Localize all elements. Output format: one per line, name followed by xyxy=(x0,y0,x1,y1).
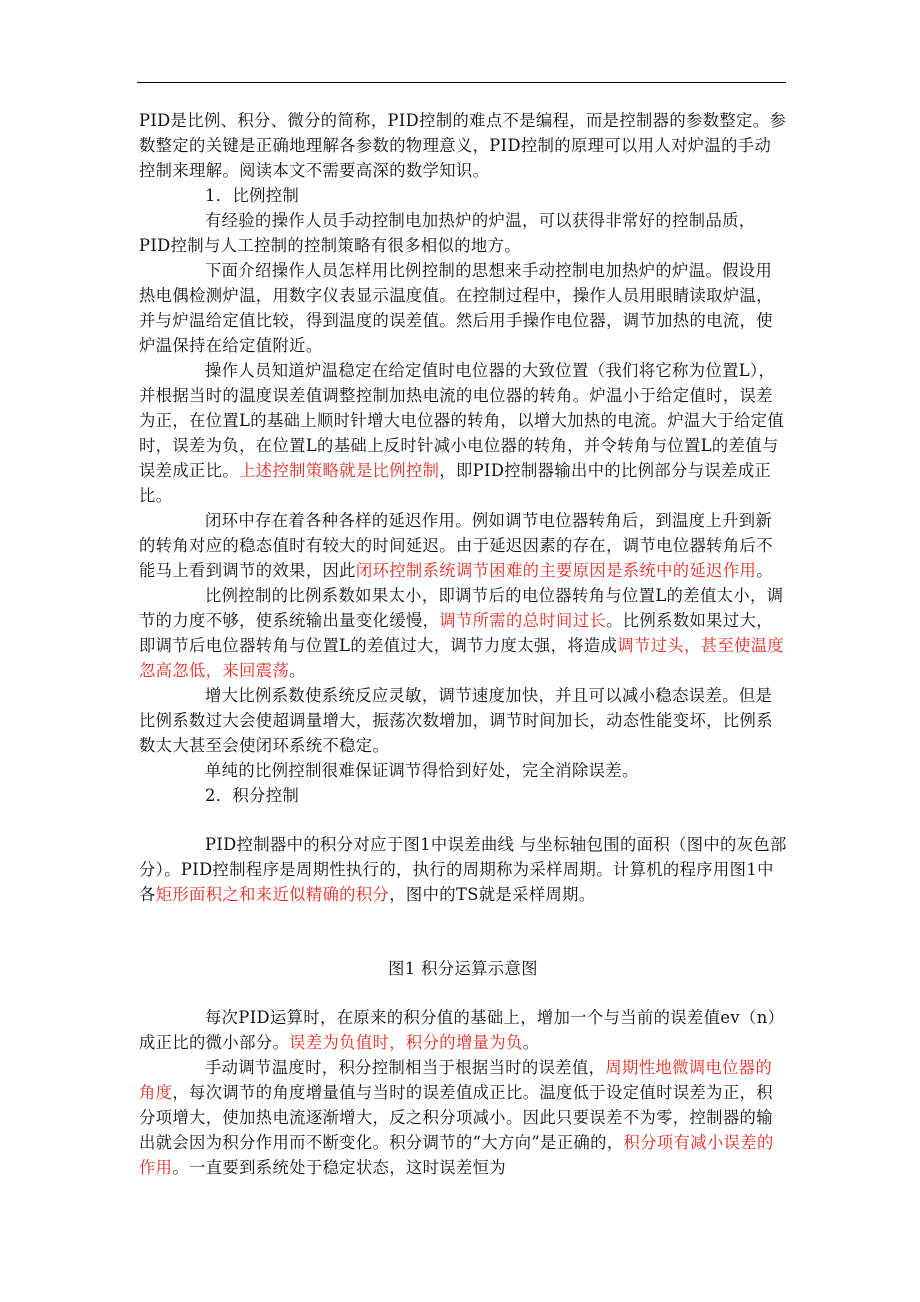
text-segment: ，即PID控制器输出中的比例部分与误差成正比。 xyxy=(139,461,772,505)
document-body xyxy=(139,108,787,1180)
text-segment: 图1 积分运算示意图 xyxy=(388,959,538,978)
paragraph xyxy=(139,258,787,358)
paragraph-spacer xyxy=(139,981,787,1005)
text-segment: 单纯的比例控制很难保证调节得恰到好处，完全消除误差。 xyxy=(205,761,639,780)
paragraph xyxy=(139,583,787,683)
highlighted-text: 调节所需的总时间过长 xyxy=(439,611,607,630)
highlighted-text: 上述控制策略就是比例控制 xyxy=(239,461,440,480)
highlighted-text: 周期性地微调电位器的角度 xyxy=(139,1058,773,1102)
text-segment: 闭环中存在着各种各样的延迟作用。例如调节电位器转角后，到温度上升到新的转角对应的稳态值时有较大的时间延迟。由于延迟因素的存在，调节电位器转角后不能马上看到调节的效果，因此 xyxy=(139,511,773,580)
text-segment: 。 xyxy=(756,561,773,580)
text-segment: 。一直要到系统处于稳定状态，这时误差恒为 xyxy=(172,1158,507,1177)
paragraph-spacer xyxy=(139,808,787,832)
paragraph xyxy=(139,108,787,183)
figure-caption xyxy=(139,956,787,981)
text-segment: 。 xyxy=(289,661,306,680)
text-segment: 2．积分控制 xyxy=(205,786,300,805)
text-segment: 1．比例控制 xyxy=(205,186,300,205)
paragraph xyxy=(139,1005,787,1055)
text-segment: 。 xyxy=(522,1033,540,1052)
paragraph xyxy=(139,208,787,258)
highlighted-text: 积分项有减小误差的作用 xyxy=(139,1133,774,1177)
text-segment: 每次PID运算时，在原来的积分值的基础上，增加一个与当前的误差值ev（n）成正比的微小部分。 xyxy=(139,1008,785,1052)
paragraph xyxy=(139,1055,787,1180)
text-segment: 下面介绍操作人员怎样用比例控制的思想来手动控制电加热炉的炉温。假设用热电偶检测炉温，用数字仪表显示温度值。在控制过程中，操作人员用眼睛读取炉温，并与炉温给定值比较，得到温度的误差值。然后用手操作电位器，调节加热的电流，使炉温保持在给定值附近。 xyxy=(139,261,773,355)
text-segment: PID控制器中的积分对应于图1中误差曲线 与坐标轴包围的面积（图中的灰色部分）。PID控制程序是周期性执行的，执行的周期称为采样周期。计算机的程序用图1中各 xyxy=(139,835,787,904)
text-segment: 操作人员知道炉温稳定在给定值时电位器的大致位置（我们将它称为位置L），并根据当时的温度误差值调整控制加热电流的电位器的转角。炉温小于给定值时，误差为正，在位置L的基础上顺时针增大电位器的转角，以增大加热的电流。炉温大于给定值时，误差为负，在位置L的基础上反时针减小电位器的转角，并令转角与位置L的差值与误差成正比。 xyxy=(139,361,785,480)
text-segment: 比例控制的比例系数如果太小，即调节后的电位器转角与位置L的差值太小，调节的力度不够，使系统输出量变化缓慢， xyxy=(139,586,784,630)
text-segment: ，图中的TS就是采样周期。 xyxy=(389,885,596,904)
text-segment: 。比例系数如果过大，即调节后电位器转角与位置L的差值过大，调节力度太强，将造成 xyxy=(139,611,773,655)
paragraph xyxy=(139,183,787,208)
text-segment: 手动调节温度时，积分控制相当于根据当时的误差值， xyxy=(205,1058,606,1077)
paragraph xyxy=(139,358,787,508)
text-segment: 有经验的操作人员手动控制电加热炉的炉温，可以获得非常好的控制品质，PID控制与人工控制的控制策略有很多相似的地方。 xyxy=(139,211,756,255)
text-segment: 增大比例系数使系统反应灵敏，调节速度加快，并且可以减小稳态误差。但是比例系数过大会使超调量增大，振荡次数增加，调节时间加长，动态性能变坏，比例系数太大甚至会使闭环系统不稳定。 xyxy=(139,686,773,755)
highlighted-text: 误差为负值时，积分的增量为负 xyxy=(289,1033,523,1052)
paragraph xyxy=(139,832,787,907)
highlighted-text: 调节过头，甚至使温度忽高忽低，来回震荡 xyxy=(139,636,785,680)
highlighted-text: 矩形面积之和来近似精确的积分 xyxy=(155,885,390,904)
paragraph xyxy=(139,683,787,758)
paragraph-spacer xyxy=(139,907,787,956)
paragraph xyxy=(139,758,787,783)
highlighted-text: 闭环控制系统调节困难的主要原因是系统中的延迟作用 xyxy=(355,561,757,580)
paragraph xyxy=(139,508,787,583)
header-rule xyxy=(137,82,786,83)
paragraph xyxy=(139,783,787,808)
text-segment: PID是比例、积分、微分的简称，PID控制的难点不是编程，而是控制器的参数整定。参数整定的关键是正确地理解各参数的物理意义，PID控制的原理可以用人对炉温的手动控制来理解。阅读本文不需要高深的数学知识。 xyxy=(139,111,787,180)
text-segment: ，每次调节的角度增量值与当时的误差值成正比。温度低于设定值时误差为正，积分项增大，使加热电流逐渐增大，反之积分项减小。因此只要误差不为零，控制器的输出就会因为积分作用而不断变化。积分调节的“大方向”是正确的， xyxy=(139,1083,773,1152)
